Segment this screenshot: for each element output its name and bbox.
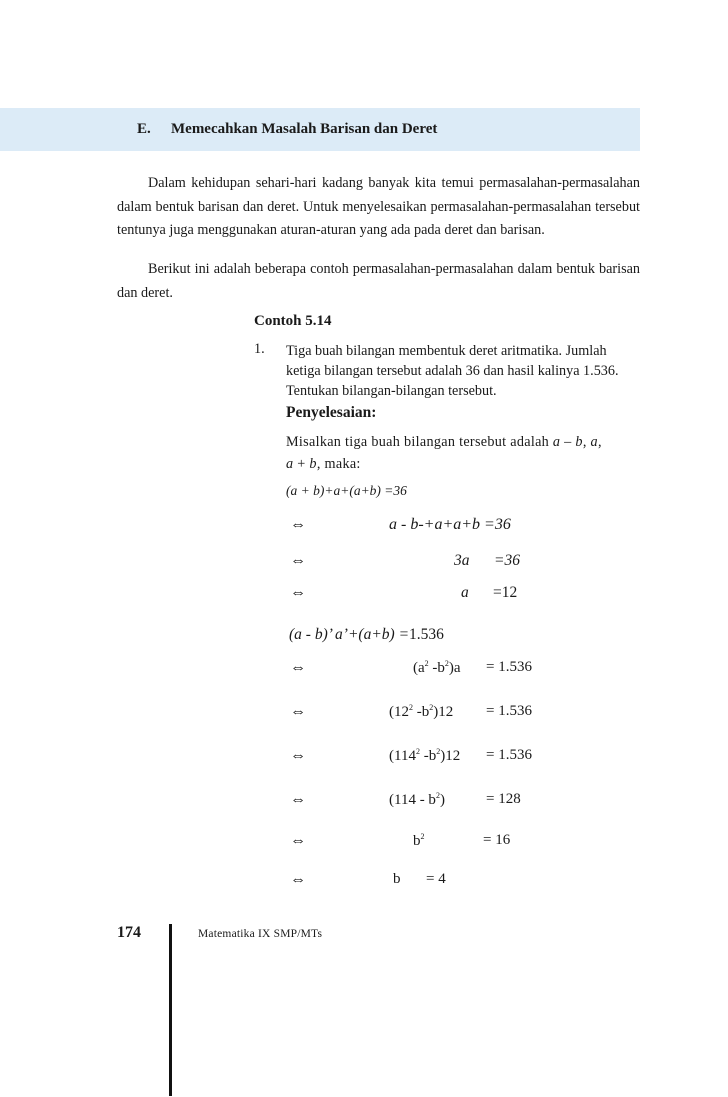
- equation-step-1-rhs: = 1.536: [486, 659, 532, 675]
- comma: ,: [582, 434, 591, 450]
- term: (114: [389, 748, 416, 764]
- equation-sum: (a + b)+a+(a+b) =36: [286, 483, 407, 498]
- var-b: b: [309, 456, 317, 472]
- book-title: Matematika IX SMP/MTs: [198, 928, 323, 940]
- equation-step-3: [389, 747, 460, 765]
- equivalence-arrow-icon: ⇔: [290, 659, 306, 676]
- solution-intro: [286, 431, 642, 475]
- term: -b: [428, 660, 445, 676]
- term: )12: [433, 704, 454, 720]
- product-rhs: 1.536: [409, 626, 444, 643]
- page-number: 174: [117, 924, 141, 941]
- exponent: 2: [424, 659, 429, 668]
- equation-a-lhs: a: [461, 584, 469, 601]
- equivalence-arrow-icon: ⇔: [290, 584, 306, 601]
- examples-intro-text: Berikut ini adalah beberapa contoh permasalahan-permasalahan dalam bentuk barisan dan deret.: [117, 261, 640, 301]
- equivalence-arrow-icon: ⇔: [290, 703, 306, 720]
- equation-product: [289, 626, 444, 644]
- equation-step-6: b: [393, 871, 401, 887]
- term: (114 - b: [389, 792, 436, 808]
- exponent: 2: [415, 747, 420, 756]
- equivalence-arrow-icon: ⇔: [290, 747, 306, 764]
- section-letter: E.: [137, 121, 151, 137]
- equation-step-6-rhs: = 4: [426, 871, 446, 887]
- equation-step-3-rhs: = 1.536: [486, 747, 532, 763]
- var-a: a: [286, 456, 294, 472]
- term: (12: [389, 704, 409, 720]
- term: -b: [413, 704, 430, 720]
- exponent: 2: [409, 703, 413, 712]
- term: )12: [440, 748, 461, 764]
- var-b: b: [575, 434, 583, 450]
- equation-step-2-rhs: = 1.536: [486, 703, 532, 719]
- question-text: Tiga buah bilangan membentuk deret aritmatika. Jumlah ketiga bilangan tersebut adalah 36 dan hasil kalinya 1.536. Tentukan bilangan-bilangan tersebut.: [286, 343, 619, 399]
- equation-step-1: [413, 659, 461, 677]
- exponent: 2: [429, 703, 434, 712]
- equivalence-arrow-icon: ⇔: [290, 832, 306, 849]
- var-a: a: [590, 434, 598, 450]
- term: -b: [419, 748, 437, 764]
- intro-paragraph-text: Dalam kehidupan sehari-hari kadang banyak kita temui permasalahan-permasalahan dalam bentuk barisan dan deret. Untuk menyelesaikan permasalahan-permasalahan tersebut tentunya juga menggunakan aturan-aturan yang ada pada deret dan barisan.: [117, 175, 640, 238]
- exponent: 2: [420, 832, 425, 841]
- equation-expanded: a - b-+a+a+b =36: [389, 516, 511, 533]
- term: )a: [448, 660, 461, 676]
- intro-paragraph: [117, 172, 640, 243]
- minus-sign: –: [560, 434, 576, 450]
- examples-intro-paragraph: [117, 258, 640, 305]
- equivalence-arrow-icon: ⇔: [290, 871, 306, 888]
- term: b: [413, 833, 421, 849]
- exponent: 2: [435, 791, 440, 800]
- equation-3a-rhs: =36: [494, 552, 520, 569]
- equivalence-arrow-icon: ⇔: [290, 516, 306, 533]
- footer-divider: [169, 924, 172, 1096]
- equation-step-4: [389, 791, 445, 809]
- term: ): [439, 792, 445, 808]
- equivalence-arrow-icon: ⇔: [290, 791, 306, 808]
- exponent: 2: [444, 659, 449, 668]
- example-heading: Contoh 5.14: [254, 313, 332, 329]
- equation-step-4-rhs: = 128: [486, 791, 521, 807]
- solution-intro-text: Misalkan tiga buah bilangan tersebut adalah: [286, 434, 553, 450]
- plus-sign: +: [293, 456, 310, 472]
- equivalence-arrow-icon: ⇔: [290, 552, 306, 569]
- section-title: Memecahkan Masalah Barisan dan Deret: [171, 121, 438, 137]
- exponent: 2: [436, 747, 441, 756]
- equation-step-5-rhs: = 16: [483, 832, 511, 848]
- equation-3a-lhs: 3a: [454, 552, 470, 569]
- equation-step-5: [413, 832, 425, 850]
- equation-a-rhs: =12: [493, 584, 518, 601]
- equation-step-2: [389, 703, 453, 721]
- var-a: a: [552, 434, 561, 450]
- product-lhs: (a - b)’ a’+(a+b) =: [289, 626, 410, 643]
- solution-intro-tail: , maka:: [316, 456, 361, 472]
- comma: ,: [597, 434, 602, 450]
- term: (a: [413, 660, 425, 676]
- question-number: 1.: [254, 341, 265, 357]
- solution-label: Penyelesaian:: [286, 404, 377, 421]
